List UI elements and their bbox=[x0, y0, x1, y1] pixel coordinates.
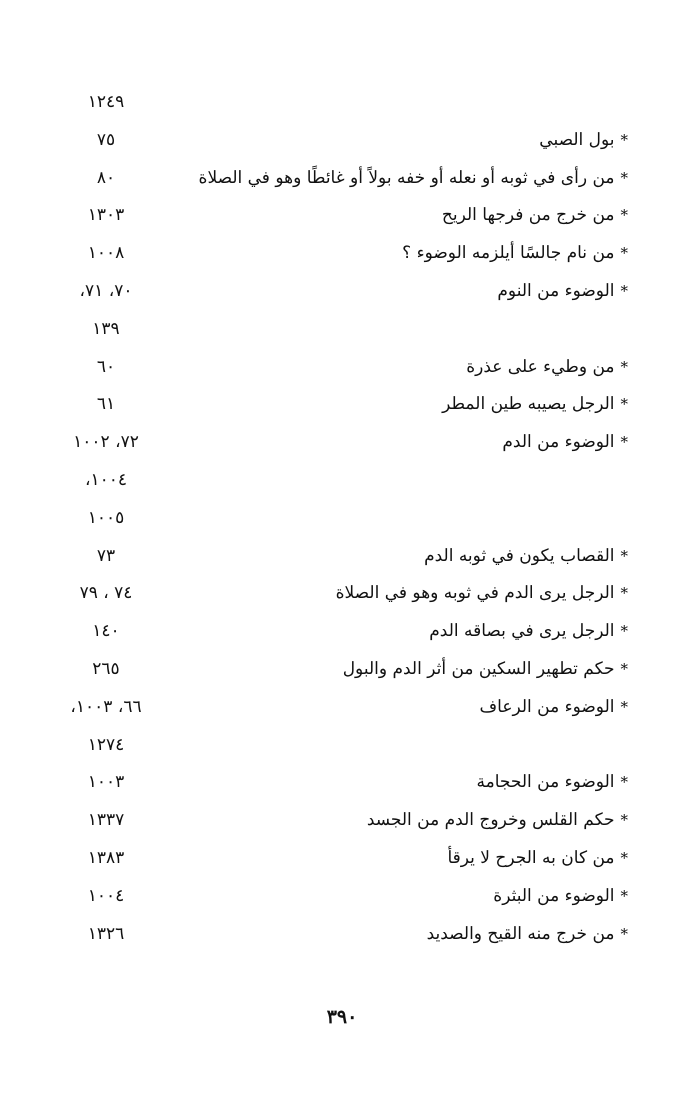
index-page-refs: ٧٠، ٧١، bbox=[79, 280, 133, 301]
index-row bbox=[40, 311, 628, 349]
index-topic bbox=[493, 878, 628, 916]
index-row bbox=[40, 764, 628, 802]
index-row bbox=[40, 424, 628, 462]
index-page-refs: ١٠٠٨ bbox=[87, 243, 125, 264]
asterisk-bullet-icon: * bbox=[620, 395, 628, 414]
index-topic bbox=[466, 349, 628, 387]
asterisk-bullet-icon: * bbox=[620, 697, 628, 716]
index-row bbox=[40, 462, 628, 500]
index-topic bbox=[447, 840, 628, 878]
index-topic-text: من وطيء على عذرة bbox=[466, 356, 615, 377]
index-page-refs: ١٢٧٤ bbox=[87, 734, 125, 755]
index-page-refs: ٧٢، ١٠٠٢ bbox=[73, 432, 139, 453]
index-topic-text: الرجل يرى في بصاقه الدم bbox=[429, 621, 615, 642]
index-row bbox=[40, 84, 628, 122]
index-topic-text: من نام جالسًا أيلزمه الوضوء ؟ bbox=[402, 243, 615, 264]
asterisk-bullet-icon: * bbox=[620, 168, 628, 187]
index-topic bbox=[336, 575, 628, 613]
index-page-refs: ٧٣ bbox=[96, 545, 116, 566]
index-topic bbox=[343, 651, 628, 689]
index-topic bbox=[497, 273, 628, 311]
index-row bbox=[40, 840, 628, 878]
index-page-refs: ١٠٠٤، bbox=[84, 469, 128, 490]
index-page-refs: ٦٠ bbox=[96, 356, 116, 377]
index-page-refs: ٦٦، ١٠٠٣، bbox=[70, 696, 142, 717]
index-topic-text: القصاب يكون في ثوبه الدم bbox=[424, 545, 615, 566]
index-page-refs: ٦١ bbox=[96, 394, 116, 415]
index-topic-text: بول الصبي bbox=[539, 129, 615, 150]
index-row bbox=[40, 575, 628, 613]
asterisk-bullet-icon: * bbox=[620, 811, 628, 830]
index-row bbox=[40, 349, 628, 387]
index-page-refs: ١٣٨٣ bbox=[87, 847, 125, 868]
index-page-refs: ١٠٠٣ bbox=[87, 772, 125, 793]
index-topic-text: الوضوء من الدم bbox=[502, 432, 615, 453]
asterisk-bullet-icon: * bbox=[620, 659, 628, 678]
index-topic bbox=[502, 424, 628, 462]
index-topic-text: الرجل يصيبه طين المطر bbox=[442, 394, 615, 415]
asterisk-bullet-icon: * bbox=[620, 848, 628, 867]
index-page-refs: ١٣٠٣ bbox=[87, 205, 125, 226]
index-row bbox=[40, 651, 628, 689]
index-page-refs: ١٤٠ bbox=[92, 621, 120, 642]
index-row bbox=[40, 197, 628, 235]
index-row bbox=[40, 122, 628, 160]
index-topic-text: حكم تطهير السكين من أثر الدم والبول bbox=[342, 658, 615, 679]
index-page-refs: ٢٦٥ bbox=[92, 658, 120, 679]
index-page-refs: ١٣٣٧ bbox=[87, 810, 125, 831]
index-topic bbox=[199, 160, 628, 198]
index-page-refs: ٨٠ bbox=[96, 167, 116, 188]
index-topic-text: الوضوء من النوم bbox=[497, 280, 615, 301]
page-number: ٣٩٠ bbox=[326, 1006, 358, 1028]
index-topic bbox=[424, 538, 628, 576]
index-topic bbox=[367, 802, 628, 840]
index-row bbox=[40, 500, 628, 538]
index-topic-text: من خرج منه القيح والصديد bbox=[426, 923, 615, 944]
asterisk-bullet-icon: * bbox=[620, 622, 628, 641]
index-row bbox=[40, 235, 628, 273]
index-row bbox=[40, 613, 628, 651]
index-topic-text: الوضوء من الحجامة bbox=[476, 772, 615, 793]
index-row bbox=[40, 689, 628, 727]
asterisk-bullet-icon: * bbox=[620, 546, 628, 565]
index-topic bbox=[442, 197, 628, 235]
index-topic-text: الرجل يرى الدم في ثوبه وهو في الصلاة bbox=[335, 583, 615, 604]
index-topic-text: من رأى في ثوبه أو نعله أو خفه بولاً أو غائطًا وهو في الصلاة bbox=[198, 167, 615, 188]
asterisk-bullet-icon: * bbox=[620, 886, 628, 905]
index-row bbox=[40, 878, 628, 916]
index-topic-text: الوضوء من البثرة bbox=[493, 885, 615, 906]
asterisk-bullet-icon: * bbox=[620, 433, 628, 452]
index-row bbox=[40, 802, 628, 840]
index-topic bbox=[427, 916, 628, 954]
asterisk-bullet-icon: * bbox=[620, 357, 628, 376]
asterisk-bullet-icon: * bbox=[620, 206, 628, 225]
index-page-refs: ٧٥ bbox=[96, 129, 116, 150]
index-topic bbox=[476, 764, 628, 802]
index-entries bbox=[40, 84, 628, 953]
index-topic bbox=[480, 689, 628, 727]
index-row bbox=[40, 273, 628, 311]
asterisk-bullet-icon: * bbox=[620, 244, 628, 263]
index-topic bbox=[442, 386, 628, 424]
index-row bbox=[40, 727, 628, 765]
index-topic bbox=[429, 613, 628, 651]
index-topic-text: الوضوء من الرعاف bbox=[479, 696, 615, 717]
asterisk-bullet-icon: * bbox=[620, 281, 628, 300]
index-row bbox=[40, 538, 628, 576]
index-row bbox=[40, 386, 628, 424]
index-row bbox=[40, 916, 628, 954]
asterisk-bullet-icon: * bbox=[620, 584, 628, 603]
index-page-refs: ١٢٤٩ bbox=[87, 92, 125, 112]
index-topic-text: من خرج من فرجها الريح bbox=[441, 205, 615, 226]
index-page-refs: ١٠٠٥ bbox=[87, 507, 125, 528]
index-page-refs: ١٠٠٤ bbox=[87, 885, 125, 906]
index-page-refs: ١٣٩ bbox=[92, 318, 120, 339]
asterisk-bullet-icon: * bbox=[620, 773, 628, 792]
index-page-refs: ٧٤ ، ٧٩ bbox=[79, 583, 133, 604]
asterisk-bullet-icon: * bbox=[620, 130, 628, 149]
index-topic-text: حكم القلس وخروج الدم من الجسد bbox=[366, 810, 615, 831]
index-topic-text: من كان به الجرح لا يرقأ bbox=[447, 847, 615, 868]
index-row bbox=[40, 160, 628, 198]
index-topic bbox=[402, 235, 628, 273]
index-topic bbox=[539, 122, 628, 160]
index-page-refs: ١٣٢٦ bbox=[87, 923, 125, 944]
asterisk-bullet-icon: * bbox=[620, 924, 628, 943]
